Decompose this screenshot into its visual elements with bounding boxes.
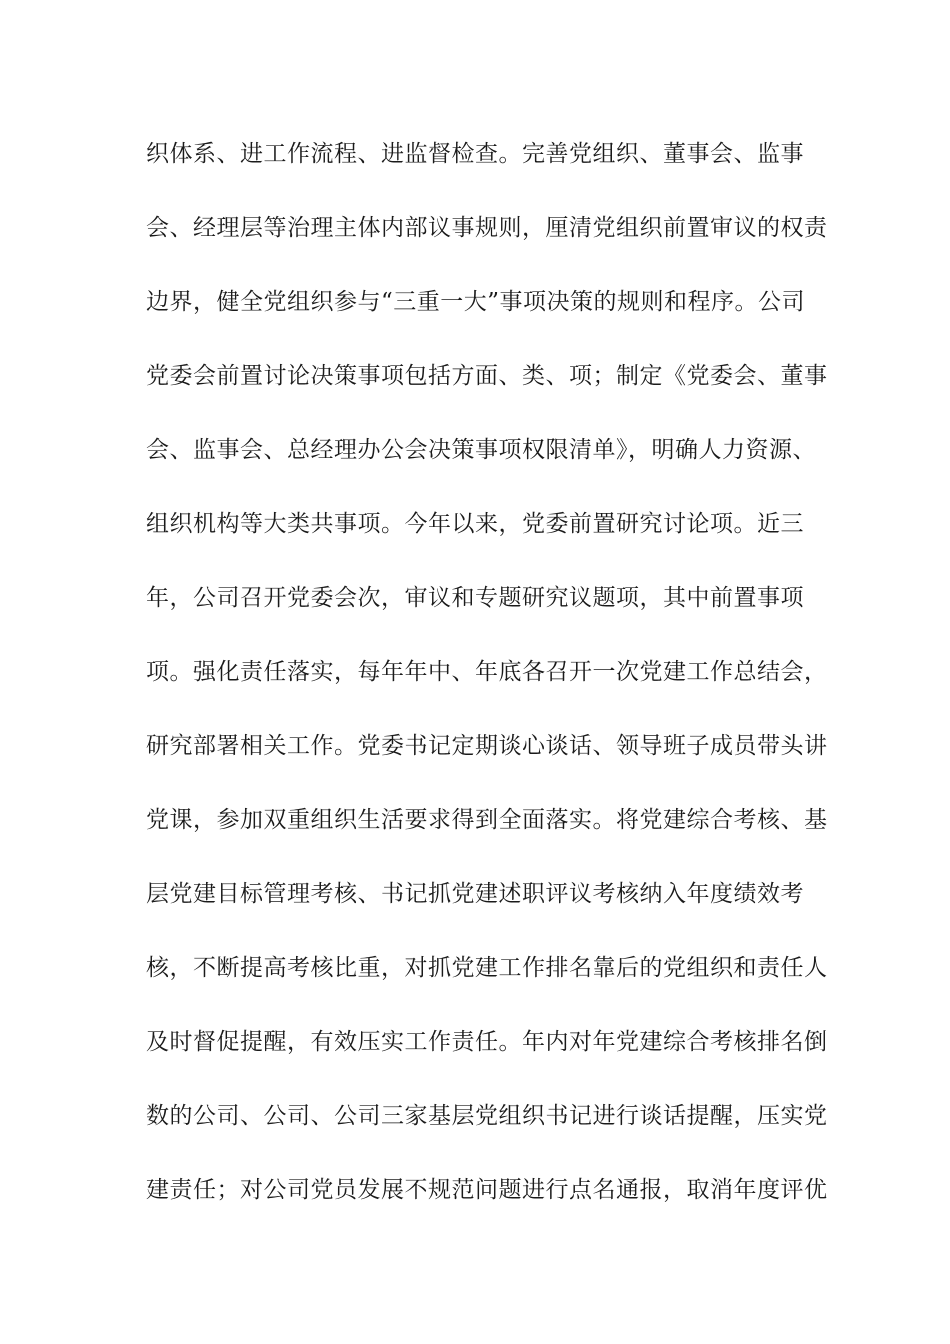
text-line: 会、经理层等治理主体内部议事规则，厘清党组织前置审议的权责 <box>146 215 828 241</box>
text-line: 边界，健全党组织参与“三重一大”事项决策的规则和程序。公司 <box>146 289 806 315</box>
text-line: 核，不断提高考核比重，对抓党建工作排名靠后的党组织和责任人 <box>146 955 828 981</box>
text-line: 组织机构等大类共事项。今年以来，党委前置研究讨论项。近三 <box>146 511 804 537</box>
text-line: 党课，参加双重组织生活要求得到全面落实。将党建综合考核、基 <box>146 807 828 833</box>
text-line: 数的公司、公司、公司三家基层党组织书记进行谈话提醒，压实党 <box>146 1103 828 1129</box>
text-line: 层党建目标管理考核、书记抓党建述职评议考核纳入年度绩效考 <box>146 881 804 907</box>
text-line: 会、监事会、总经理办公会决策事项权限清单》，明确人力资源、 <box>146 437 816 463</box>
text-line: 研究部署相关工作。党委书记定期谈心谈话、领导班子成员带头讲 <box>146 733 828 759</box>
text-line: 建责任；对公司党员发展不规范问题进行点名通报，取消年度评优 <box>146 1177 828 1203</box>
text-line: 织体系、进工作流程、进监督检查。完善党组织、董事会、监事 <box>146 141 804 167</box>
text-line: 年，公司召开党委会次，审议和专题研究议题项，其中前置事项 <box>146 585 804 611</box>
text-line: 项。强化责任落实，每年年中、年底各召开一次党建工作总结会， <box>146 659 828 685</box>
text-line: 党委会前置讨论决策事项包括方面、类、项；制定《党委会、董事 <box>146 363 828 389</box>
text-line: 及时督促提醒，有效压实工作责任。年内对年党建综合考核排名倒 <box>146 1029 828 1055</box>
body-paragraph <box>146 133 828 1243</box>
